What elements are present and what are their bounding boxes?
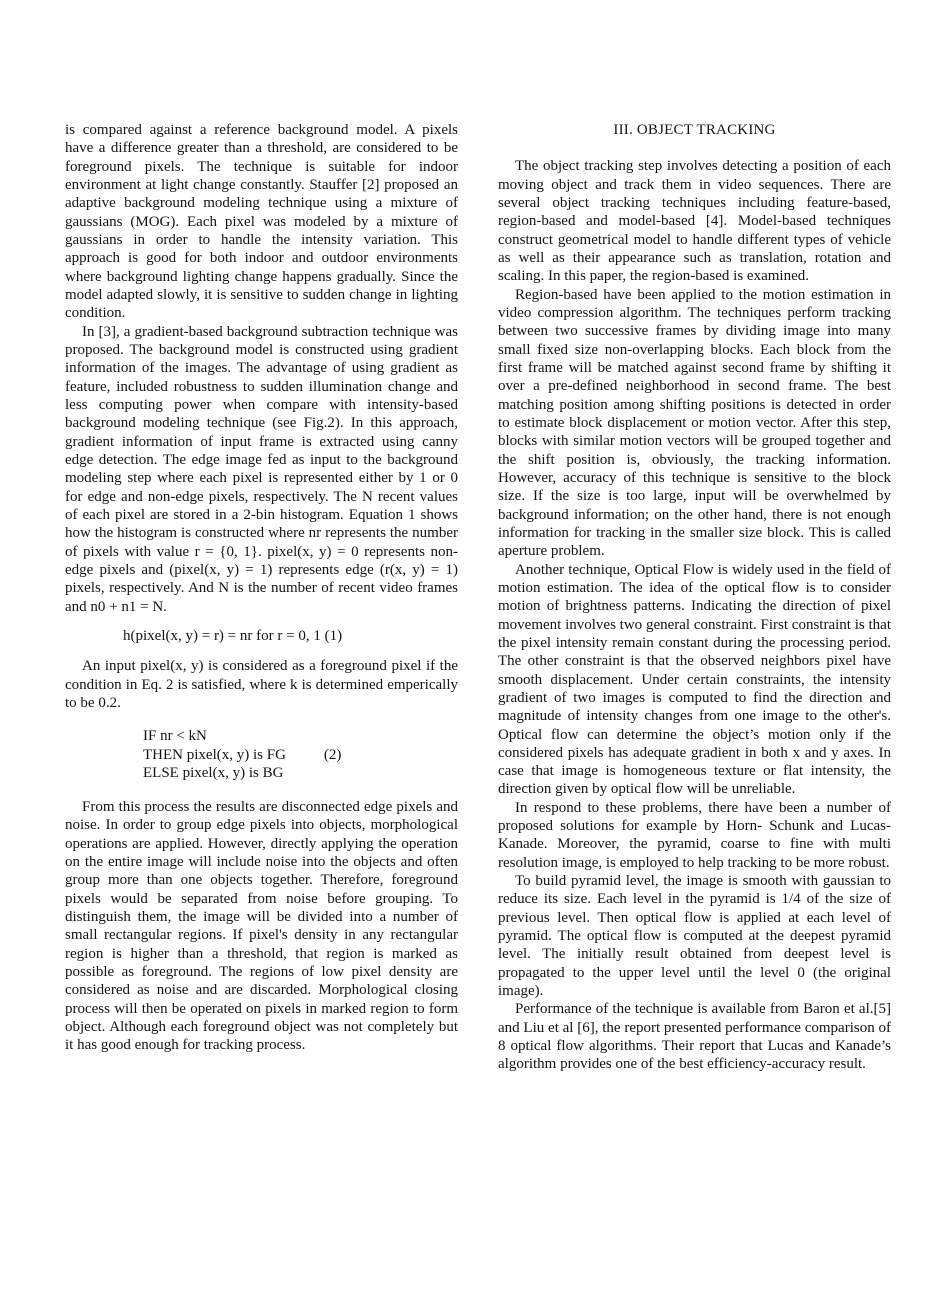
right-column	[498, 121, 891, 1074]
paragraph: To build pyramid level, the image is smooth with gaussian to reduce its size. Each level in the pyramid is 1/4 of the size of previous level. Then optical flow is applied at each level of pyramid. The optical flow is computed at the deepest pyramid level. The initially result obtained from deepest level is propagated to the upper level until the level 0 (the original image).	[498, 873, 891, 1000]
paragraph: Performance of the technique is available from Baron et al.[5] and Liu et al [6], the report presented performance comparison of 8 optical flow algorithms. Their report that Lucas and Kanade’s algorithm provides one of the best efficiency-accuracy result.	[498, 1001, 891, 1073]
equation-2-line	[143, 746, 458, 764]
left-column	[65, 121, 458, 1074]
equation-2-line-text: THEN pixel(x, y) is FG	[143, 746, 286, 763]
paragraph: is compared against a reference background model. A pixels have a difference greater than a threshold, are considered to be foreground pixels. The technique is suitable for indoor environment at light change constantly. Stauffer [2] proposed an adaptive background modeling technique using a mixture of gaussians (MOG). Each pixel was modeled by a mixture of gaussians in order to handle the intensity variation. This approach is good for both indoor and outdoor environments where background lighting change happens gradually. Since the model adapted slowly, it is sensitive to sudden change in lighting condition.	[65, 122, 458, 322]
paragraph: An input pixel(x, y) is considered as a foreground pixel if the condition in Eq. 2 is satisfied, where k is determined emperically to be 0.2.	[65, 658, 458, 711]
paragraph: In respond to these problems, there have been a number of proposed solutions for example by Horn- Schunk and Lucas-Kanade. Moreover, the pyramid, coarse to fine with multi resolution image, is employed to help tracking to be more robust.	[498, 799, 891, 871]
paragraph: Region-based have been applied to the motion estimation in video compression algorithm. The techniques perform tracking between two successive frames by dividing image into many small fixed size non-overlapping blocks. Each block from the first frame will be matched against second frame by shifting it over a pre-defined neighborhood in second frame. The best matching position among shifting positions is detected in order to estimate block displacement or motion vector. After this step, blocks with similar motion vectors will be grouped together and the shift position is, obviously, the tracking information. However, accuracy of this technique is sensitive to the block size. If the size is too large, input will be overwhelmed by background information; on the other hand, there is not enough information for tracking in the smaller size block. This is called aperture problem.	[498, 286, 891, 560]
equation-2-line: IF nr < kN	[143, 728, 207, 745]
equation-1: h(pixel(x, y) = r) = nr for r = 0, 1 (1)	[123, 627, 343, 644]
paragraph: From this process the results are disconnected edge pixels and noise. In order to group edge pixels into objects, morphological operations are applied. However, directly applying the operation on the entire image will include noise into the objects and often group more than one objects together. Therefore, foreground pixels would be separated from noise before grouping. To distinguish them, the image will be divided into a number of small rectangular regions. If pixel's density in any rectangular region is higher than a threshold, that region is marked as possible as foreground. The regions of low pixel density are considered as noise and are discarded. Morphological closing process will then be operated on pixels in marked region to form object. Although each foreground object was not completely but it has good enough for tracking process.	[65, 799, 458, 1054]
paragraph: In [3], a gradient-based background subtraction technique was proposed. The background model is constructed using gradient information of the images. The advantage of using gradient as feature, included robustness to sudden illumination change and less computing power when compare with intensity-based background modeling technique (see Fig.2). In this approach, gradient information of input frame is extracted using canny edge detection. The edge image fed as input to the background modeling step where each pixel is represented either by 1 or 0 for edge and non-edge pixels, respectively. The N recent values of each pixel are stored in a 2-bin histogram. Equation 1 shows how the histogram is constructed where nr represents the number of pixels with value r = {0, 1}. pixel(x, y) = 0 represents non-edge pixels and (pixel(x, y) = 1) represents edge (r(x, y) = 1) pixels, respectively. And N is the number of recent video frames and n0 + n1 = N.	[65, 323, 458, 615]
section-heading: III. OBJECT TRACKING	[613, 122, 776, 138]
page-content	[65, 121, 891, 1074]
paragraph: Another technique, Optical Flow is widely used in the field of motion estimation. The idea of the optical flow is to consider motion of brightness patterns. Indicating the direction of pixel movement involves two general constraint. First constraint is that the pixel intensity remain constant during the processing period. The other constraint is that the observed neighbors pixel have smooth displacement. Under certain constraints, the intensity gradient of two images is computed to find the direction and magnitude of intensity changes from one image to the other's. Optical flow can determine the object’s motion only if the considered pixels has adequate gradient in both x and y axes. In case that image is homogeneous texture or flat intensity, the direction given by optical flow will be unreliable.	[498, 561, 891, 798]
equation-2-block	[65, 727, 458, 782]
paragraph: The object tracking step involves detecting a position of each moving object and track them in video sequences. There are several object tracking techniques including feature-based, region-based and model-based [4]. Model-based techniques construct geometrical model to handle different types of vehicle as well as their appearance such as translation, rotation and scaling. In this paper, the region-based is examined.	[498, 158, 891, 285]
equation-2-label: (2)	[323, 746, 342, 763]
equation-2-line: ELSE pixel(x, y) is BG	[143, 764, 284, 781]
